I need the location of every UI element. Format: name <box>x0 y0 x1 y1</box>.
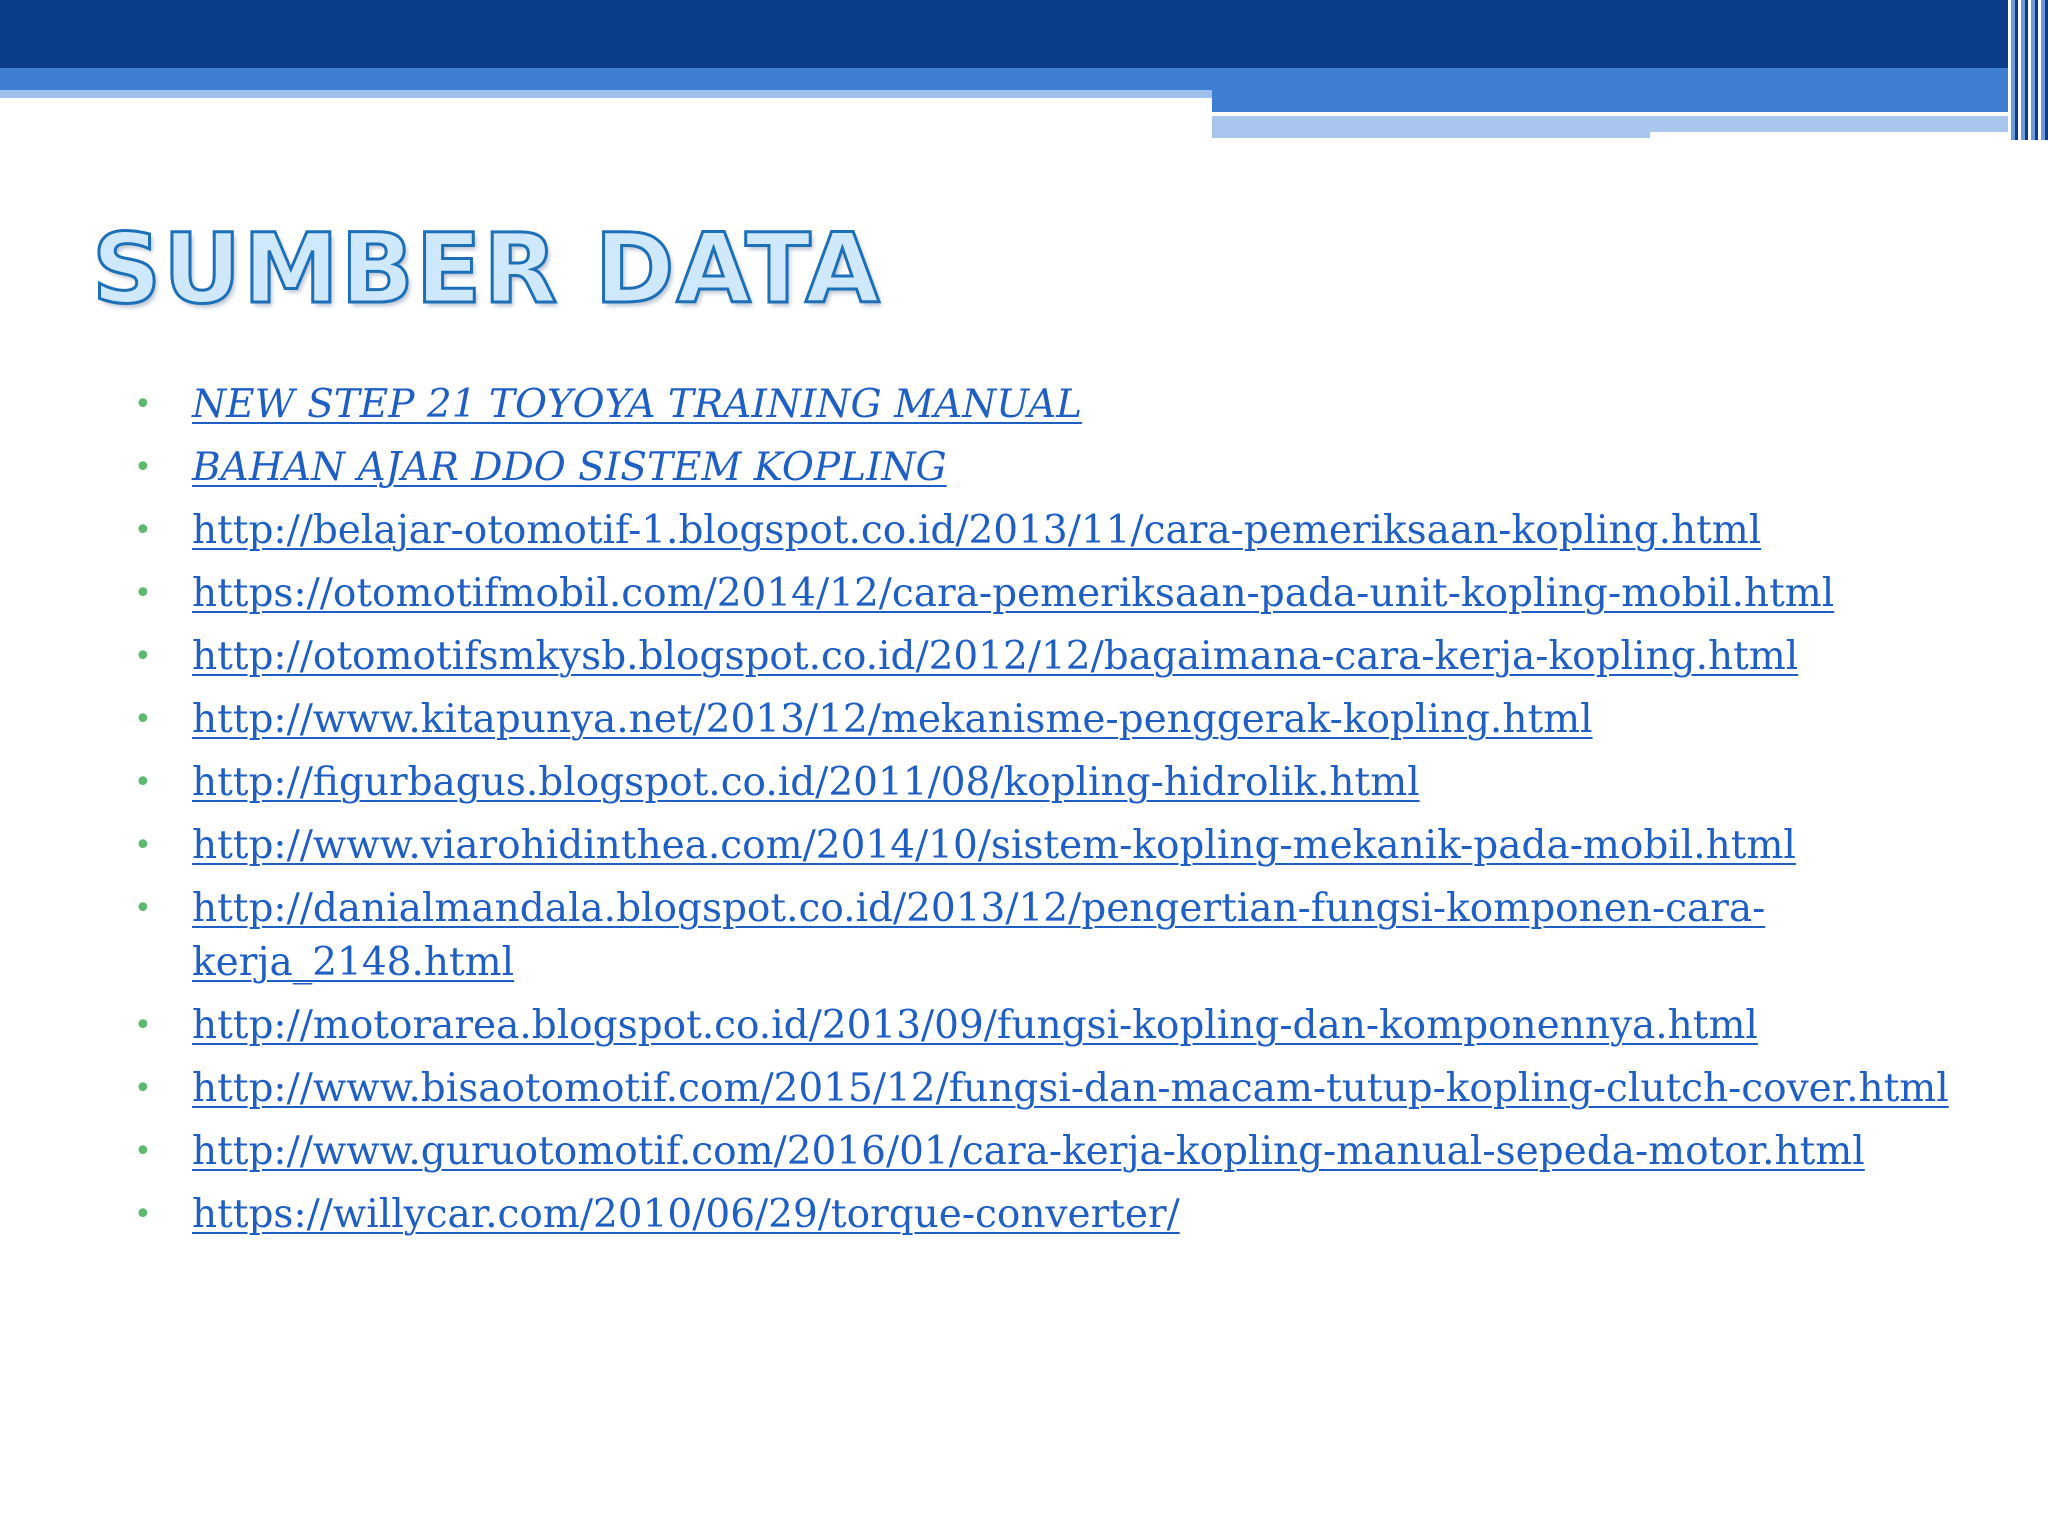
source-link[interactable]: NEW STEP 21 TOYOYA TRAINING MANUAL <box>192 382 1083 427</box>
bullet-icon: • <box>134 765 152 800</box>
source-list-item <box>134 567 2014 621</box>
source-list-item <box>134 1188 2014 1242</box>
bullet-icon: • <box>134 828 152 863</box>
header-banner-stripe-left <box>0 90 1212 98</box>
header-banner-divider-short <box>1650 132 2012 138</box>
bullet-icon: • <box>134 576 152 611</box>
source-list <box>134 378 2014 1251</box>
source-link[interactable]: https://otomotifmobil.com/2014/12/cara-pemeriksaan-pada-unit-kopling-mobil.html <box>192 571 1835 616</box>
bullet-icon: • <box>134 450 152 485</box>
source-link[interactable]: http://otomotifsmkysb.blogspot.co.id/2012/12/bagaimana-cara-kerja-kopling.html <box>192 634 1799 679</box>
slide-title: SUMBER DATA <box>92 213 882 325</box>
bullet-icon: • <box>134 1071 152 1106</box>
source-list-item <box>134 441 2014 495</box>
source-link[interactable]: http://www.viarohidinthea.com/2014/10/sistem-kopling-mekanik-pada-mobil.html <box>192 823 1796 868</box>
source-link[interactable]: http://www.guruotomotif.com/2016/01/cara-kerja-kopling-manual-sepeda-motor.html <box>192 1129 1865 1174</box>
bullet-icon: • <box>134 639 152 674</box>
bullet-icon: • <box>134 513 152 548</box>
bullet-icon: • <box>134 1197 152 1232</box>
source-link[interactable]: http://belajar-otomotif-1.blogspot.co.id/2013/11/cara-pemeriksaan-kopling.html <box>192 508 1762 553</box>
source-list-item <box>134 693 2014 747</box>
header-banner-dark <box>0 0 2048 68</box>
source-link[interactable]: http://danialmandala.blogspot.co.id/2013/12/pengertian-fungsi-komponen-cara-kerja_2148.html <box>192 886 1766 985</box>
bullet-icon: • <box>134 1008 152 1043</box>
source-list-item <box>134 1062 2014 1116</box>
source-link[interactable]: http://www.bisaotomotif.com/2015/12/fungsi-dan-macam-tutup-kopling-clutch-cover.html <box>192 1066 1949 1111</box>
source-link[interactable]: BAHAN AJAR DDO SISTEM KOPLING <box>192 445 947 490</box>
source-list-item <box>134 999 2014 1053</box>
source-link[interactable]: http://www.kitapunya.net/2013/12/mekanisme-penggerak-kopling.html <box>192 697 1593 742</box>
source-list-item <box>134 819 2014 873</box>
source-link[interactable]: http://figurbagus.blogspot.co.id/2011/08/kopling-hidrolik.html <box>192 760 1420 805</box>
source-link[interactable]: http://motorarea.blogspot.co.id/2013/09/fungsi-kopling-dan-komponennya.html <box>192 1003 1758 1048</box>
source-list-item <box>134 378 2014 432</box>
bullet-icon: • <box>134 1134 152 1169</box>
source-link[interactable]: https://willycar.com/2010/06/29/torque-converter/ <box>192 1192 1180 1237</box>
header-banner-light-left <box>0 68 1212 90</box>
source-list-item <box>134 630 2014 684</box>
header-edge-stripes <box>2008 0 2048 140</box>
bullet-icon: • <box>134 702 152 737</box>
source-list-item <box>134 504 2014 558</box>
bullet-icon: • <box>134 891 152 926</box>
source-list-item <box>134 1125 2014 1179</box>
source-list-item <box>134 756 2014 810</box>
header-banner-light-right <box>1212 68 2012 112</box>
source-list-item <box>134 882 2014 990</box>
bullet-icon: • <box>134 387 152 422</box>
